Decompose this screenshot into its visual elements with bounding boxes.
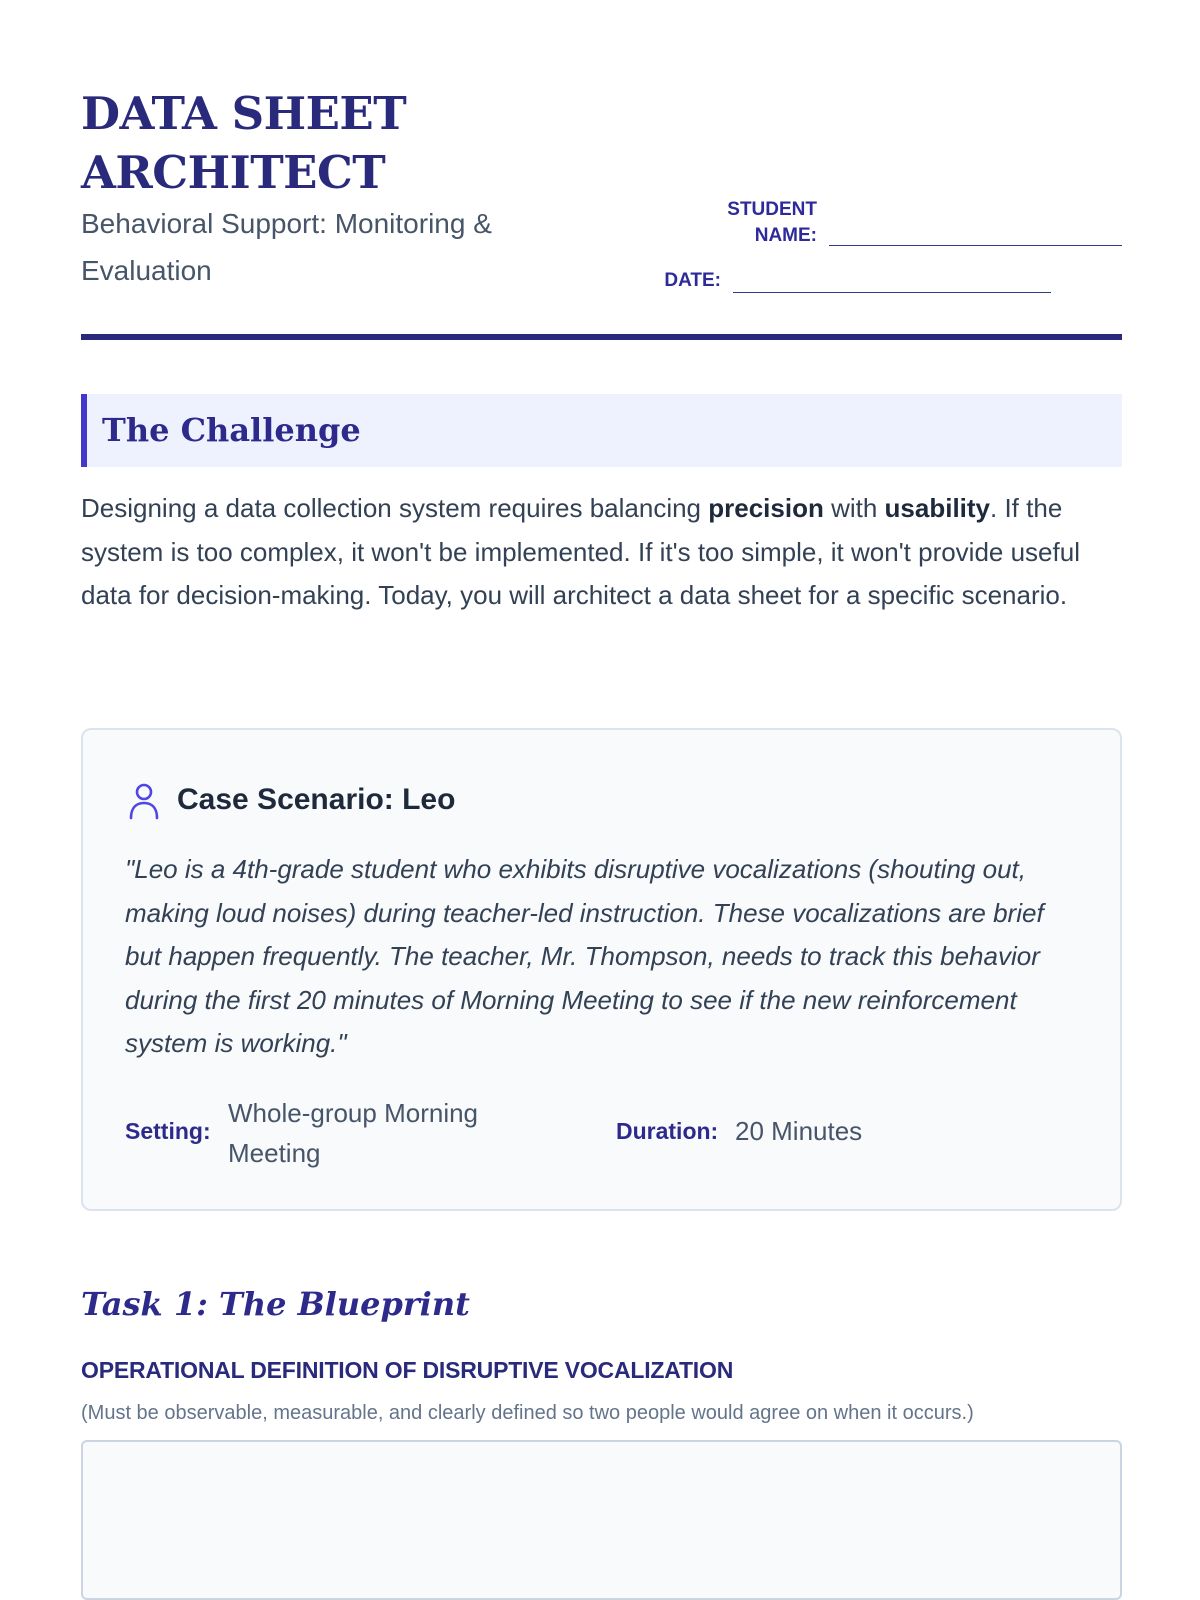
case-scenario-description: "Leo is a 4th-grade student who exhibits disruptive vocalizations (shouting out, making loud noises) during teacher-led instruction. These vocalizations are brief but happen frequently. The teacher, Mr. Thompson, needs to track this behavior during the first 20 minutes of Morning Meeting to see if the new reinforcement system is working."	[125, 854, 1044, 1058]
duration-value: 20 Minutes	[735, 1116, 863, 1146]
challenge-text	[81, 487, 1122, 618]
operational-definition-input[interactable]	[81, 1440, 1122, 1600]
page-title: DATA SHEET ARCHITECT	[81, 87, 407, 199]
student-name-field[interactable]	[829, 245, 1122, 246]
challenge-section-header	[81, 394, 1122, 467]
date-field[interactable]	[733, 292, 1051, 293]
worksheet-header	[81, 0, 1122, 342]
task-1-title: Task 1: The Blueprint	[81, 1285, 470, 1323]
challenge-text-part: . If the system is too complex, it won't be implemented. If it's too simple, it won't provide useful data for decision-making. Today, you will architect a data sheet for a specific scenario.	[81, 493, 1080, 610]
header-divider	[81, 334, 1122, 340]
operational-definition-hint: (Must be observable, measurable, and clearly defined so two people would agree on when it occurs.)	[81, 1402, 974, 1424]
date-label: DATE:	[664, 270, 721, 291]
challenge-emphasis-usability: usability	[884, 493, 991, 523]
setting-value: Whole-group Morning Meeting	[228, 1098, 479, 1168]
student-name-label: STUDENT NAME:	[727, 199, 817, 246]
case-scenario-title: Case Scenario: Leo	[177, 783, 456, 816]
user-icon	[127, 780, 161, 820]
duration-label: Duration:	[616, 1118, 719, 1144]
challenge-text-part: with	[823, 493, 885, 523]
challenge-text-part: Designing a data collection system requires balancing	[81, 493, 709, 523]
worksheet-page	[81, 0, 1122, 1424]
challenge-heading: The Challenge	[102, 411, 361, 449]
challenge-emphasis-precision: precision	[708, 493, 824, 523]
setting-label: Setting:	[125, 1118, 211, 1144]
case-scenario-card	[81, 728, 1122, 1211]
operational-definition-label: OPERATIONAL DEFINITION OF DISRUPTIVE VOCALIZATION	[81, 1357, 734, 1383]
page-subtitle: Behavioral Support: Monitoring & Evaluation	[81, 208, 492, 286]
